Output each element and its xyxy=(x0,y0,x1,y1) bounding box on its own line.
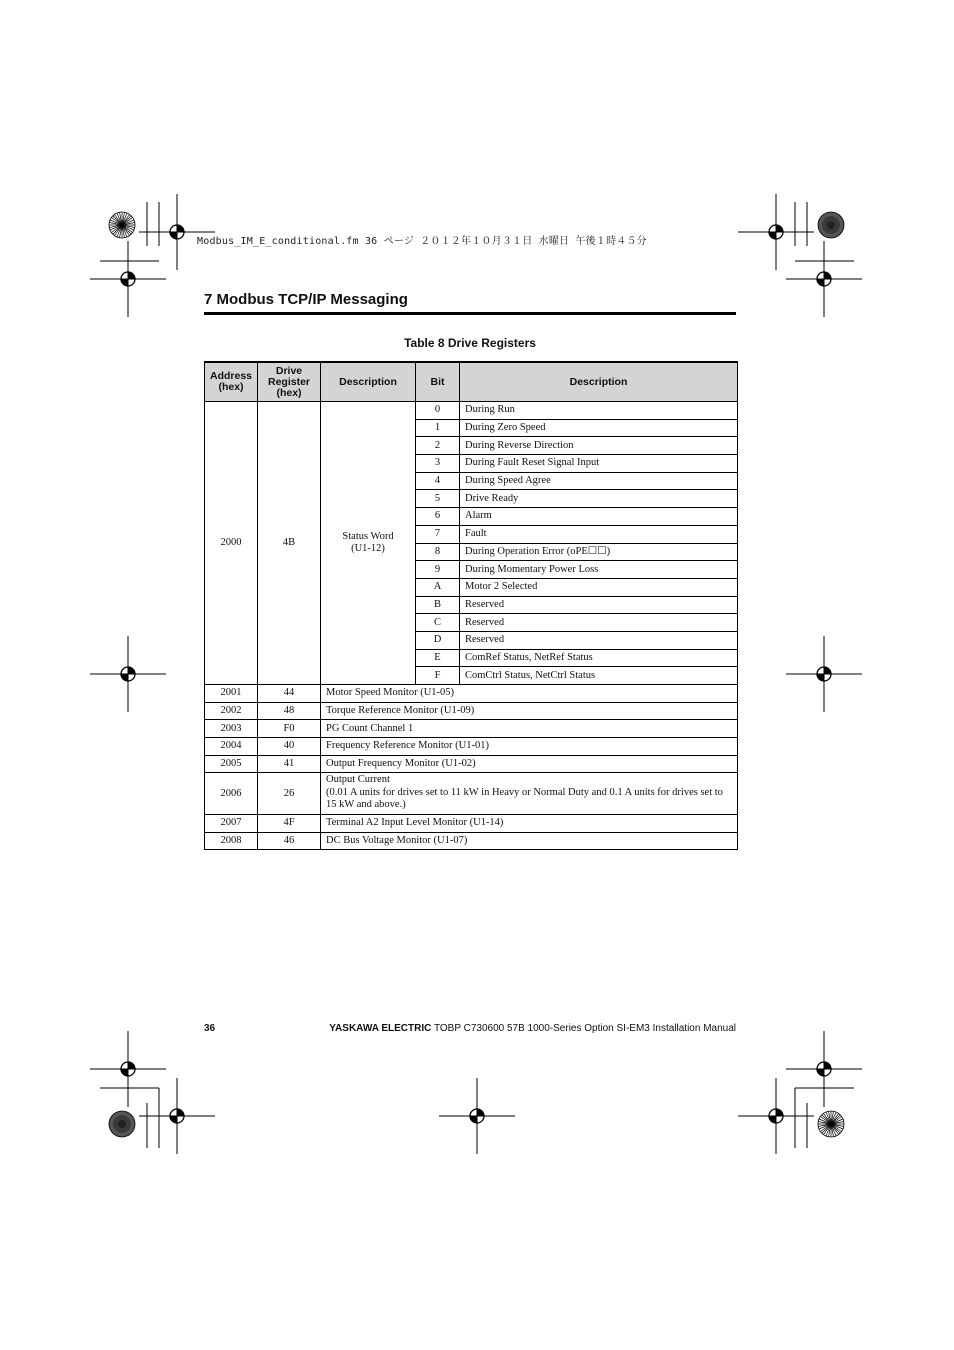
bit-number: D xyxy=(416,631,460,649)
footer-doc-title xyxy=(329,1023,736,1034)
bit-description: Alarm xyxy=(460,508,738,526)
register-drive-register: 48 xyxy=(258,702,321,720)
print-job-header: Modbus_IM_E_conditional.fm 36 ページ ２０１２年１０月３１日 水曜日 午後１時４５分 xyxy=(197,236,647,247)
table-row xyxy=(205,738,738,756)
bit-number: E xyxy=(416,649,460,667)
register-description: PG Count Channel 1 xyxy=(321,720,738,738)
bit-description: Drive Ready xyxy=(460,490,738,508)
register-drive-register: 40 xyxy=(258,738,321,756)
bit-description: ComRef Status, NetRef Status xyxy=(460,649,738,667)
footer-brand: YASKAWA ELECTRIC xyxy=(329,1023,432,1034)
bit-description: During Reverse Direction xyxy=(460,437,738,455)
bit-description: During Momentary Power Loss xyxy=(460,561,738,579)
bit-number: C xyxy=(416,614,460,632)
status-word-description: Status Word (U1-12) xyxy=(321,402,416,685)
table-row xyxy=(205,755,738,773)
bit-description: Reserved xyxy=(460,631,738,649)
bit-description: During Fault Reset Signal Input xyxy=(460,455,738,473)
header-drive-register: Drive Register (hex) xyxy=(258,362,321,402)
bit-description: Fault xyxy=(460,525,738,543)
bit-description: During Speed Agree xyxy=(460,472,738,490)
table-row xyxy=(205,702,738,720)
register-address: 2003 xyxy=(205,720,258,738)
drive-registers-table xyxy=(204,361,738,850)
bit-number: 4 xyxy=(416,472,460,490)
register-address: 2008 xyxy=(205,832,258,850)
register-description: Torque Reference Monitor (U1-09) xyxy=(321,702,738,720)
status-word-address: 2000 xyxy=(205,402,258,685)
bit-number: A xyxy=(416,578,460,596)
table-row xyxy=(205,773,738,815)
table-row xyxy=(205,685,738,703)
bit-description: ComCtrl Status, NetCtrl Status xyxy=(460,667,738,685)
register-description: Terminal A2 Input Level Monitor (U1-14) xyxy=(321,814,738,832)
register-drive-register: F0 xyxy=(258,720,321,738)
header-bit: Bit xyxy=(416,362,460,402)
register-description xyxy=(321,773,738,815)
bit-number: F xyxy=(416,667,460,685)
bit-description: During Zero Speed xyxy=(460,419,738,437)
bit-number: 3 xyxy=(416,455,460,473)
bit-description: Reserved xyxy=(460,596,738,614)
register-drive-register: 46 xyxy=(258,832,321,850)
bit-number: 6 xyxy=(416,508,460,526)
section-title: 7 Modbus TCP/IP Messaging xyxy=(204,291,408,308)
table-body xyxy=(205,402,738,850)
header-bit-description: Description xyxy=(460,362,738,402)
table-header-row xyxy=(205,362,738,402)
register-address: 2007 xyxy=(205,814,258,832)
bit-number: 5 xyxy=(416,490,460,508)
table-row xyxy=(205,402,738,420)
register-drive-register: 41 xyxy=(258,755,321,773)
status-word-register: 4B xyxy=(258,402,321,685)
register-address: 2004 xyxy=(205,738,258,756)
bit-description: During Run xyxy=(460,402,738,420)
register-description: Motor Speed Monitor (U1-05) xyxy=(321,685,738,703)
table-title: Table 8 Drive Registers xyxy=(404,336,536,350)
header-address: Address (hex) xyxy=(205,362,258,402)
register-description: DC Bus Voltage Monitor (U1-07) xyxy=(321,832,738,850)
bit-number: 0 xyxy=(416,402,460,420)
table-row xyxy=(205,720,738,738)
register-drive-register: 44 xyxy=(258,685,321,703)
bit-number: 1 xyxy=(416,419,460,437)
bit-description: During Operation Error (oPE☐☐) xyxy=(460,543,738,561)
register-drive-register: 26 xyxy=(258,773,321,815)
bit-description: Motor 2 Selected xyxy=(460,578,738,596)
bit-number: 9 xyxy=(416,561,460,579)
bit-number: 7 xyxy=(416,525,460,543)
table-row xyxy=(205,832,738,850)
header-description: Description xyxy=(321,362,416,402)
bit-number: 8 xyxy=(416,543,460,561)
register-description-title: Output Current xyxy=(326,774,390,786)
register-address: 2005 xyxy=(205,755,258,773)
bit-number: B xyxy=(416,596,460,614)
bit-number: 2 xyxy=(416,437,460,455)
footer-doc: TOBP C730600 57B 1000-Series Option SI-EM3 Installation Manual xyxy=(433,1023,736,1034)
section-rule xyxy=(204,312,736,315)
register-drive-register: 4F xyxy=(258,814,321,832)
register-description: Frequency Reference Monitor (U1-01) xyxy=(321,738,738,756)
page-number: 36 xyxy=(204,1023,216,1034)
register-description-note: (0.01 A units for drives set to 11 kW in Heavy or Normal Duty and 0.1 A units for drives set to 15 kW and above.) xyxy=(326,786,723,811)
register-address: 2001 xyxy=(205,685,258,703)
bit-description: Reserved xyxy=(460,614,738,632)
table-row xyxy=(205,814,738,832)
register-address: 2002 xyxy=(205,702,258,720)
register-address: 2006 xyxy=(205,773,258,815)
register-description: Output Frequency Monitor (U1-02) xyxy=(321,755,738,773)
